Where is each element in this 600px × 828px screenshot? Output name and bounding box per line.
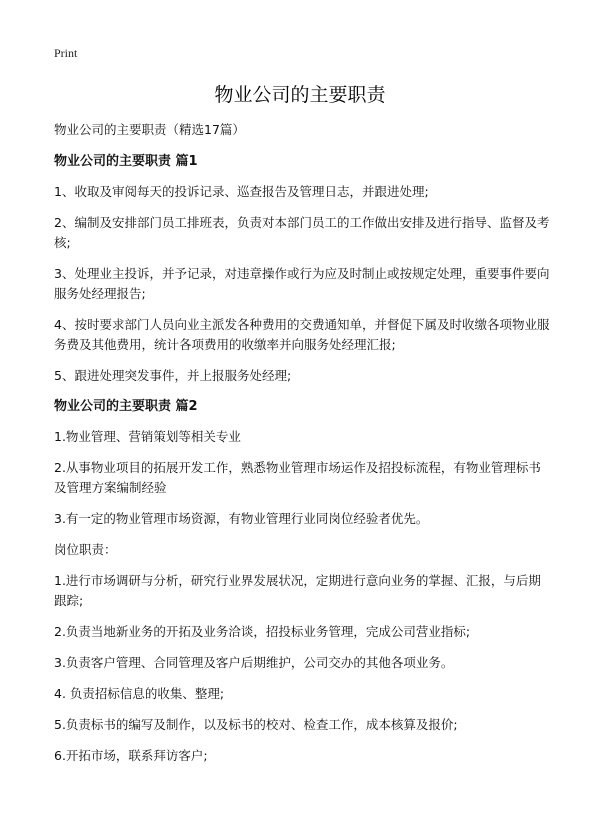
duty-item: 6.开拓市场，联系拜访客户;	[54, 748, 208, 763]
duty-item: 4. 负责招标信息的收集、整理;	[54, 686, 225, 701]
section1-item: 1、收取及审阅每天的投诉记录、巡查报告及管理日志，并跟进处理;	[54, 184, 429, 199]
document-title: 物业公司的主要职责	[214, 84, 386, 106]
document-body	[54, 120, 552, 777]
section1-item: 2、编制及安排部门员工排班表，负责对本部门员工的工作做出安排及进行指导、监督及考核;	[54, 215, 550, 250]
section-heading-1: 物业公司的主要职责 篇1	[54, 154, 198, 169]
duty-item: 2.负责当地新业务的开拓及业务洽谈，招投标业务管理，完成公司营业指标;	[54, 624, 471, 639]
section2-item: 3.有一定的物业管理市场资源，有物业管理行业同岗位经验者优先。	[54, 511, 429, 526]
section2-item: 1.物业管理、营销策划等相关专业	[54, 429, 241, 444]
section1-item: 3、处理业主投诉，并予记录，对违章操作或行为应及时制止或按规定处理，重要事件要向服务处经理报告;	[54, 266, 550, 301]
section2-item: 2.从事物业项目的拓展开发工作，熟悉物业管理市场运作及招投标流程，有物业管理标书及管理方案编制经验	[54, 460, 541, 495]
document-subtitle: 物业公司的主要职责（精选17篇）	[54, 122, 245, 137]
section1-item: 5、跟进处理突发事件，并上报服务处经理;	[54, 368, 292, 383]
section1-item: 4、按时要求部门人员向业主派发各种费用的交费通知单，并督促下属及时收缴各项物业服务费及其他费用，统计各项费用的收缴率并向服务处经理汇报;	[54, 317, 550, 352]
section-heading-2: 物业公司的主要职责 篇2	[54, 399, 198, 414]
duty-item: 1.进行市场调研与分析，研究行业界发展状况，定期进行意向业务的掌握、汇报，与后期跟踪;	[54, 573, 541, 608]
print-label: Print	[54, 46, 78, 60]
duty-item: 5.负责标书的编写及制作，以及标书的校对、检查工作，成本核算及报价;	[54, 717, 458, 732]
duties-label: 岗位职责：	[54, 542, 117, 557]
duty-item: 3.负责客户管理、合同管理及客户后期维护，公司交办的其他各项业务。	[54, 655, 454, 670]
